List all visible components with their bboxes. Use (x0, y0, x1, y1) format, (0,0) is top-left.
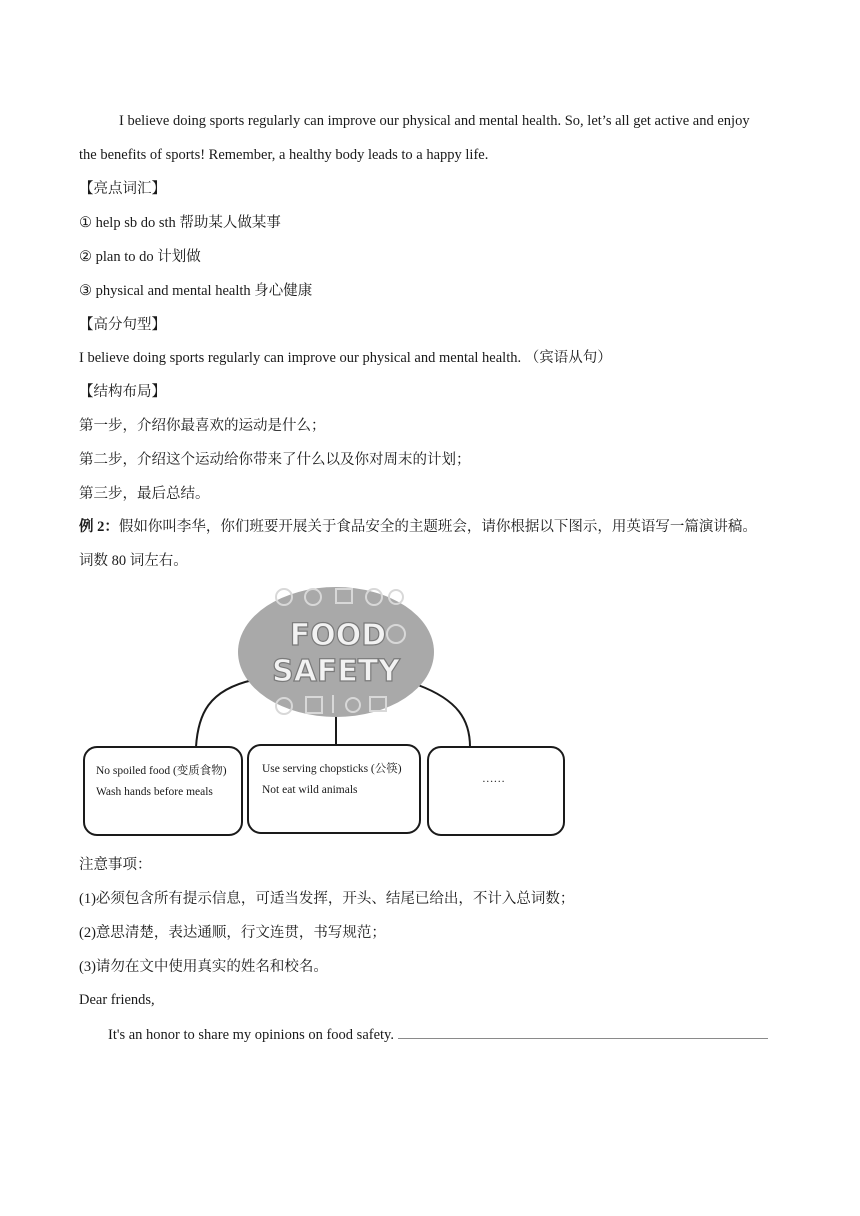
intro-line-2: the benefits of sports! Remember, a healthy body leads to a happy life. (79, 147, 489, 163)
food-title: FOOD (289, 618, 387, 653)
structure-step: 第二步，介绍这个运动给你带来了什么以及你对周末的计划； (79, 452, 471, 468)
vocab-item: ① help sb do sth 帮助某人做某事 (79, 215, 281, 231)
diagram-graphics (78, 585, 568, 843)
box2-line-1: Use serving chopsticks (公筷) (262, 763, 402, 775)
tip-box-3 (428, 747, 564, 835)
example-prompt-text: 假如你叫李华，你们班要开展关于食品安全的主题班会，请你根据以下图示，用英语写一篇演讲稿。 (118, 519, 757, 535)
example-label: 例 2： (79, 519, 119, 535)
connector-right (418, 685, 470, 747)
sentence-heading: 【高分句型】 (79, 317, 166, 333)
structure-step: 第一步，介绍你最喜欢的运动是什么； (79, 418, 326, 434)
box1-line-1: No spoiled food (变质食物) (96, 765, 227, 777)
example-prompt-line-1 (79, 517, 757, 537)
answer-blank[interactable] (398, 1024, 768, 1039)
connector-left (196, 680, 253, 747)
letter-salutation: Dear friends, (79, 992, 155, 1008)
notes-item: (1)必须包含所有提示信息，可适当发挥，开头、结尾已给出，不计入总词数； (79, 891, 575, 907)
notes-item: (2)意思清楚，表达通顺，行文连贯，书写规范； (79, 925, 386, 941)
sentence-text: I believe doing sports regularly can improve our physical and mental health. （宾语从句） (79, 350, 612, 366)
structure-heading: 【结构布局】 (79, 384, 166, 400)
letter-opening-line (108, 1024, 768, 1045)
notes-heading: 注意事项： (79, 857, 152, 873)
intro-line-1: I believe doing sports regularly can improve our physical and mental health. So, let’s all get active and enjoy (119, 113, 750, 129)
box2-line-2: Not eat wild animals (262, 784, 358, 796)
food-safety-diagram (78, 585, 568, 843)
example-prompt-line-2: 词数 80 词左右。 (79, 553, 188, 569)
notes-item: (3)请勿在文中使用真实的姓名和校名。 (79, 959, 328, 975)
structure-step: 第三步，最后总结。 (79, 486, 210, 502)
vocab-item: ③ physical and mental health 身心健康 (79, 283, 313, 299)
letter-opening: It's an honor to share my opinions on food safety. (108, 1027, 394, 1043)
safety-title: SAFETY (272, 654, 400, 689)
box3-ellipsis: …… (482, 773, 505, 785)
vocab-heading: 【亮点词汇】 (79, 181, 166, 197)
vocab-item: ② plan to do 计划做 (79, 249, 201, 265)
box1-line-2: Wash hands before meals (96, 786, 213, 798)
